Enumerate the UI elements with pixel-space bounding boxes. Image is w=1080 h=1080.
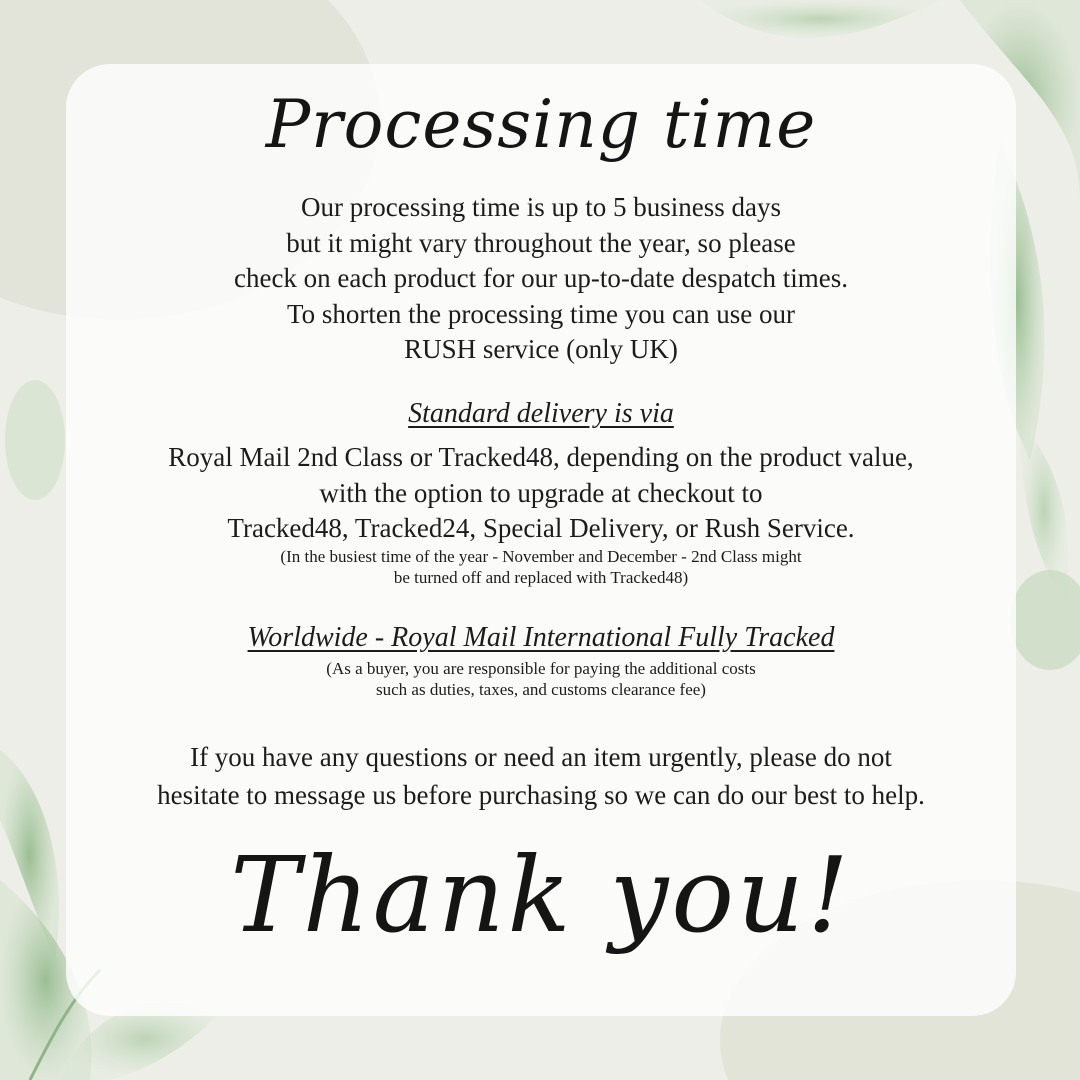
- intro-line: Our processing time is up to 5 business days: [301, 192, 781, 222]
- worldwide-note: [66, 658, 1016, 700]
- standard-delivery-text: [66, 440, 1016, 547]
- note-line: (In the busiest time of the year - November and December - 2nd Class might: [280, 547, 802, 566]
- intro-line: RUSH service (only UK): [404, 334, 678, 364]
- intro-line: check on each product for our up-to-date despatch times.: [233, 263, 848, 293]
- note-line: be turned off and replaced with Tracked48): [393, 568, 689, 587]
- thank-you-signoff: Thank you!: [230, 834, 852, 956]
- standard-line: with the option to upgrade at checkout to: [319, 477, 763, 508]
- intro-line: To shorten the processing time you can use our: [287, 298, 795, 329]
- content-card: [66, 64, 1016, 1016]
- note-line: such as duties, taxes, and customs clearance fee): [376, 680, 706, 699]
- worldwide-heading: Worldwide - Royal Mail International Fully Tracked: [247, 622, 835, 653]
- intro-text: [66, 190, 1016, 368]
- intro-line: but it might vary throughout the year, so please: [286, 227, 796, 258]
- closing-line: If you have any questions or need an item urgently, please do not: [190, 742, 892, 772]
- note-line: (As a buyer, you are responsible for paying the additional costs: [326, 659, 756, 678]
- page-title: Processing time: [265, 86, 817, 163]
- standard-delivery-heading: Standard delivery is via: [408, 398, 674, 429]
- closing-text: [66, 738, 1016, 814]
- standard-line: Tracked48, Tracked24, Special Delivery, or Rush Service.: [227, 513, 855, 543]
- closing-line: hesitate to message us before purchasing so we can do our best to help.: [157, 780, 925, 810]
- standard-line: Royal Mail 2nd Class or Tracked48, depending on the product value,: [168, 442, 914, 472]
- standard-delivery-note: [66, 546, 1016, 588]
